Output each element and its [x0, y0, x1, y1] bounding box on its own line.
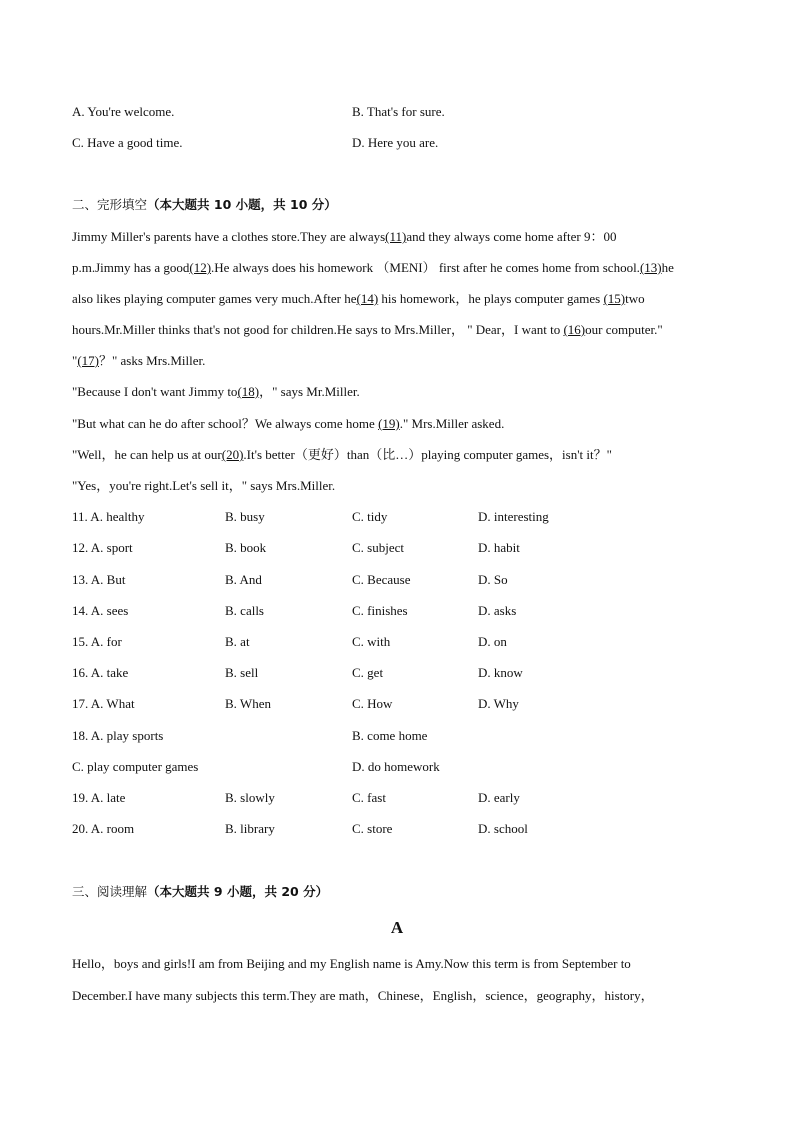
section3-heading: 三、阅读理解（本大题共 9 小题，共 20 分）: [72, 884, 329, 899]
choice-d: D. on: [478, 634, 507, 649]
passage-line: "(17)？" asks Mrs.Miller.: [72, 353, 206, 368]
choice-d: D. do homework: [352, 759, 440, 774]
choice-b: B. book: [225, 540, 267, 555]
choice-d: D. interesting: [478, 509, 549, 524]
passage-line: "Because I don't want Jimmy to(18)，" says Mr.Miller.: [72, 384, 360, 399]
choice-b: B. busy: [225, 509, 265, 524]
choice-d: D. early: [478, 790, 520, 805]
choice-d: D. habit: [478, 540, 520, 555]
choice-d: D. Why: [478, 696, 519, 711]
choice-b: B. come home: [352, 728, 428, 743]
choice-c: C. finishes: [352, 603, 408, 618]
blank-13: (13): [639, 260, 662, 275]
choice-b: B. library: [225, 821, 275, 836]
option-b: B. That's for sure.: [352, 104, 445, 119]
blank-16: (16): [563, 322, 586, 337]
choice-a: 18. A. play sports: [72, 728, 164, 743]
blank-20: (20): [221, 447, 244, 462]
choice-c: C. How: [352, 696, 393, 711]
choice-b: B. at: [225, 634, 250, 649]
option-d: D. Here you are.: [352, 135, 439, 150]
choice-a: 20. A. room: [72, 821, 135, 836]
choice-c: C. with: [352, 634, 391, 649]
choice-b: B. slowly: [225, 790, 275, 805]
choice-c: C. store: [352, 821, 393, 836]
choice-c: C. get: [352, 665, 384, 680]
blank-15: (15): [603, 291, 626, 306]
passage-line: also likes playing computer games very much.After he(14) his homework，he plays computer games (15)two: [72, 291, 645, 306]
choice-a: 17. A. What: [72, 696, 135, 711]
choice-b: B. And: [225, 572, 262, 587]
option-a: A. You're welcome.: [72, 104, 175, 119]
blank-14: (14): [356, 291, 379, 306]
choice-a: 15. A. for: [72, 634, 122, 649]
choice-c: C. fast: [352, 790, 386, 805]
choice-c: C. Because: [352, 572, 411, 587]
choice-a: 11. A. healthy: [72, 509, 145, 524]
choice-d: D. asks: [478, 603, 517, 618]
choice-c: C. tidy: [352, 509, 388, 524]
choice-b: B. sell: [225, 665, 259, 680]
passage-line: Hello，boys and girls!I am from Beijing and my English name is Amy.Now this term is from September to: [72, 956, 631, 971]
choice-c: C. play computer games: [72, 759, 199, 774]
choice-a: 16. A. take: [72, 665, 129, 680]
passage-line: p.m.Jimmy has a good(12).He always does his homework （MENI） first after he comes home from school.(13)he: [72, 260, 674, 275]
passage-line: "Yes，you're right.Let's sell it，" says Mrs.Miller.: [72, 478, 336, 493]
passage-line: Jimmy Miller's parents have a clothes store.They are always(11)and they always come home after 9：00: [72, 229, 617, 244]
section2-heading: 二、完形填空（本大题共 10 小题，共 10 分）: [72, 197, 337, 212]
choice-d: D. school: [478, 821, 528, 836]
passage-line: "But what can he do after school？We always come home (19)." Mrs.Miller asked.: [72, 416, 505, 431]
blank-11: (11): [385, 229, 407, 244]
choice-a: 14. A. sees: [72, 603, 129, 618]
blank-18: (18): [237, 384, 260, 399]
blank-17: (17): [77, 353, 99, 368]
option-c: C. Have a good time.: [72, 135, 183, 150]
choice-b: B. calls: [225, 603, 264, 618]
passage-line: hours.Mr.Miller thinks that's not good for children.He says to Mrs.Miller， " Dear，I want to (16)our computer.": [72, 322, 663, 337]
choice-d: D. So: [478, 572, 508, 587]
choice-a: 19. A. late: [72, 790, 126, 805]
passage-line: "Well，he can help us at our(20).It's better（更好）than（比…）playing computer games，isn't it？": [72, 447, 612, 462]
choice-a: 12. A. sport: [72, 540, 133, 555]
choice-d: D. know: [478, 665, 523, 680]
blank-12: (12): [189, 260, 212, 275]
choice-a: 13. A. But: [72, 572, 126, 587]
passage-line: December.I have many subjects this term.They are math，Chinese，English，science，geography，history，: [72, 988, 654, 1003]
passage-title: A: [390, 918, 404, 937]
choice-c: C. subject: [352, 540, 404, 555]
choice-b: B. When: [225, 696, 271, 711]
blank-19: (19): [378, 416, 400, 431]
